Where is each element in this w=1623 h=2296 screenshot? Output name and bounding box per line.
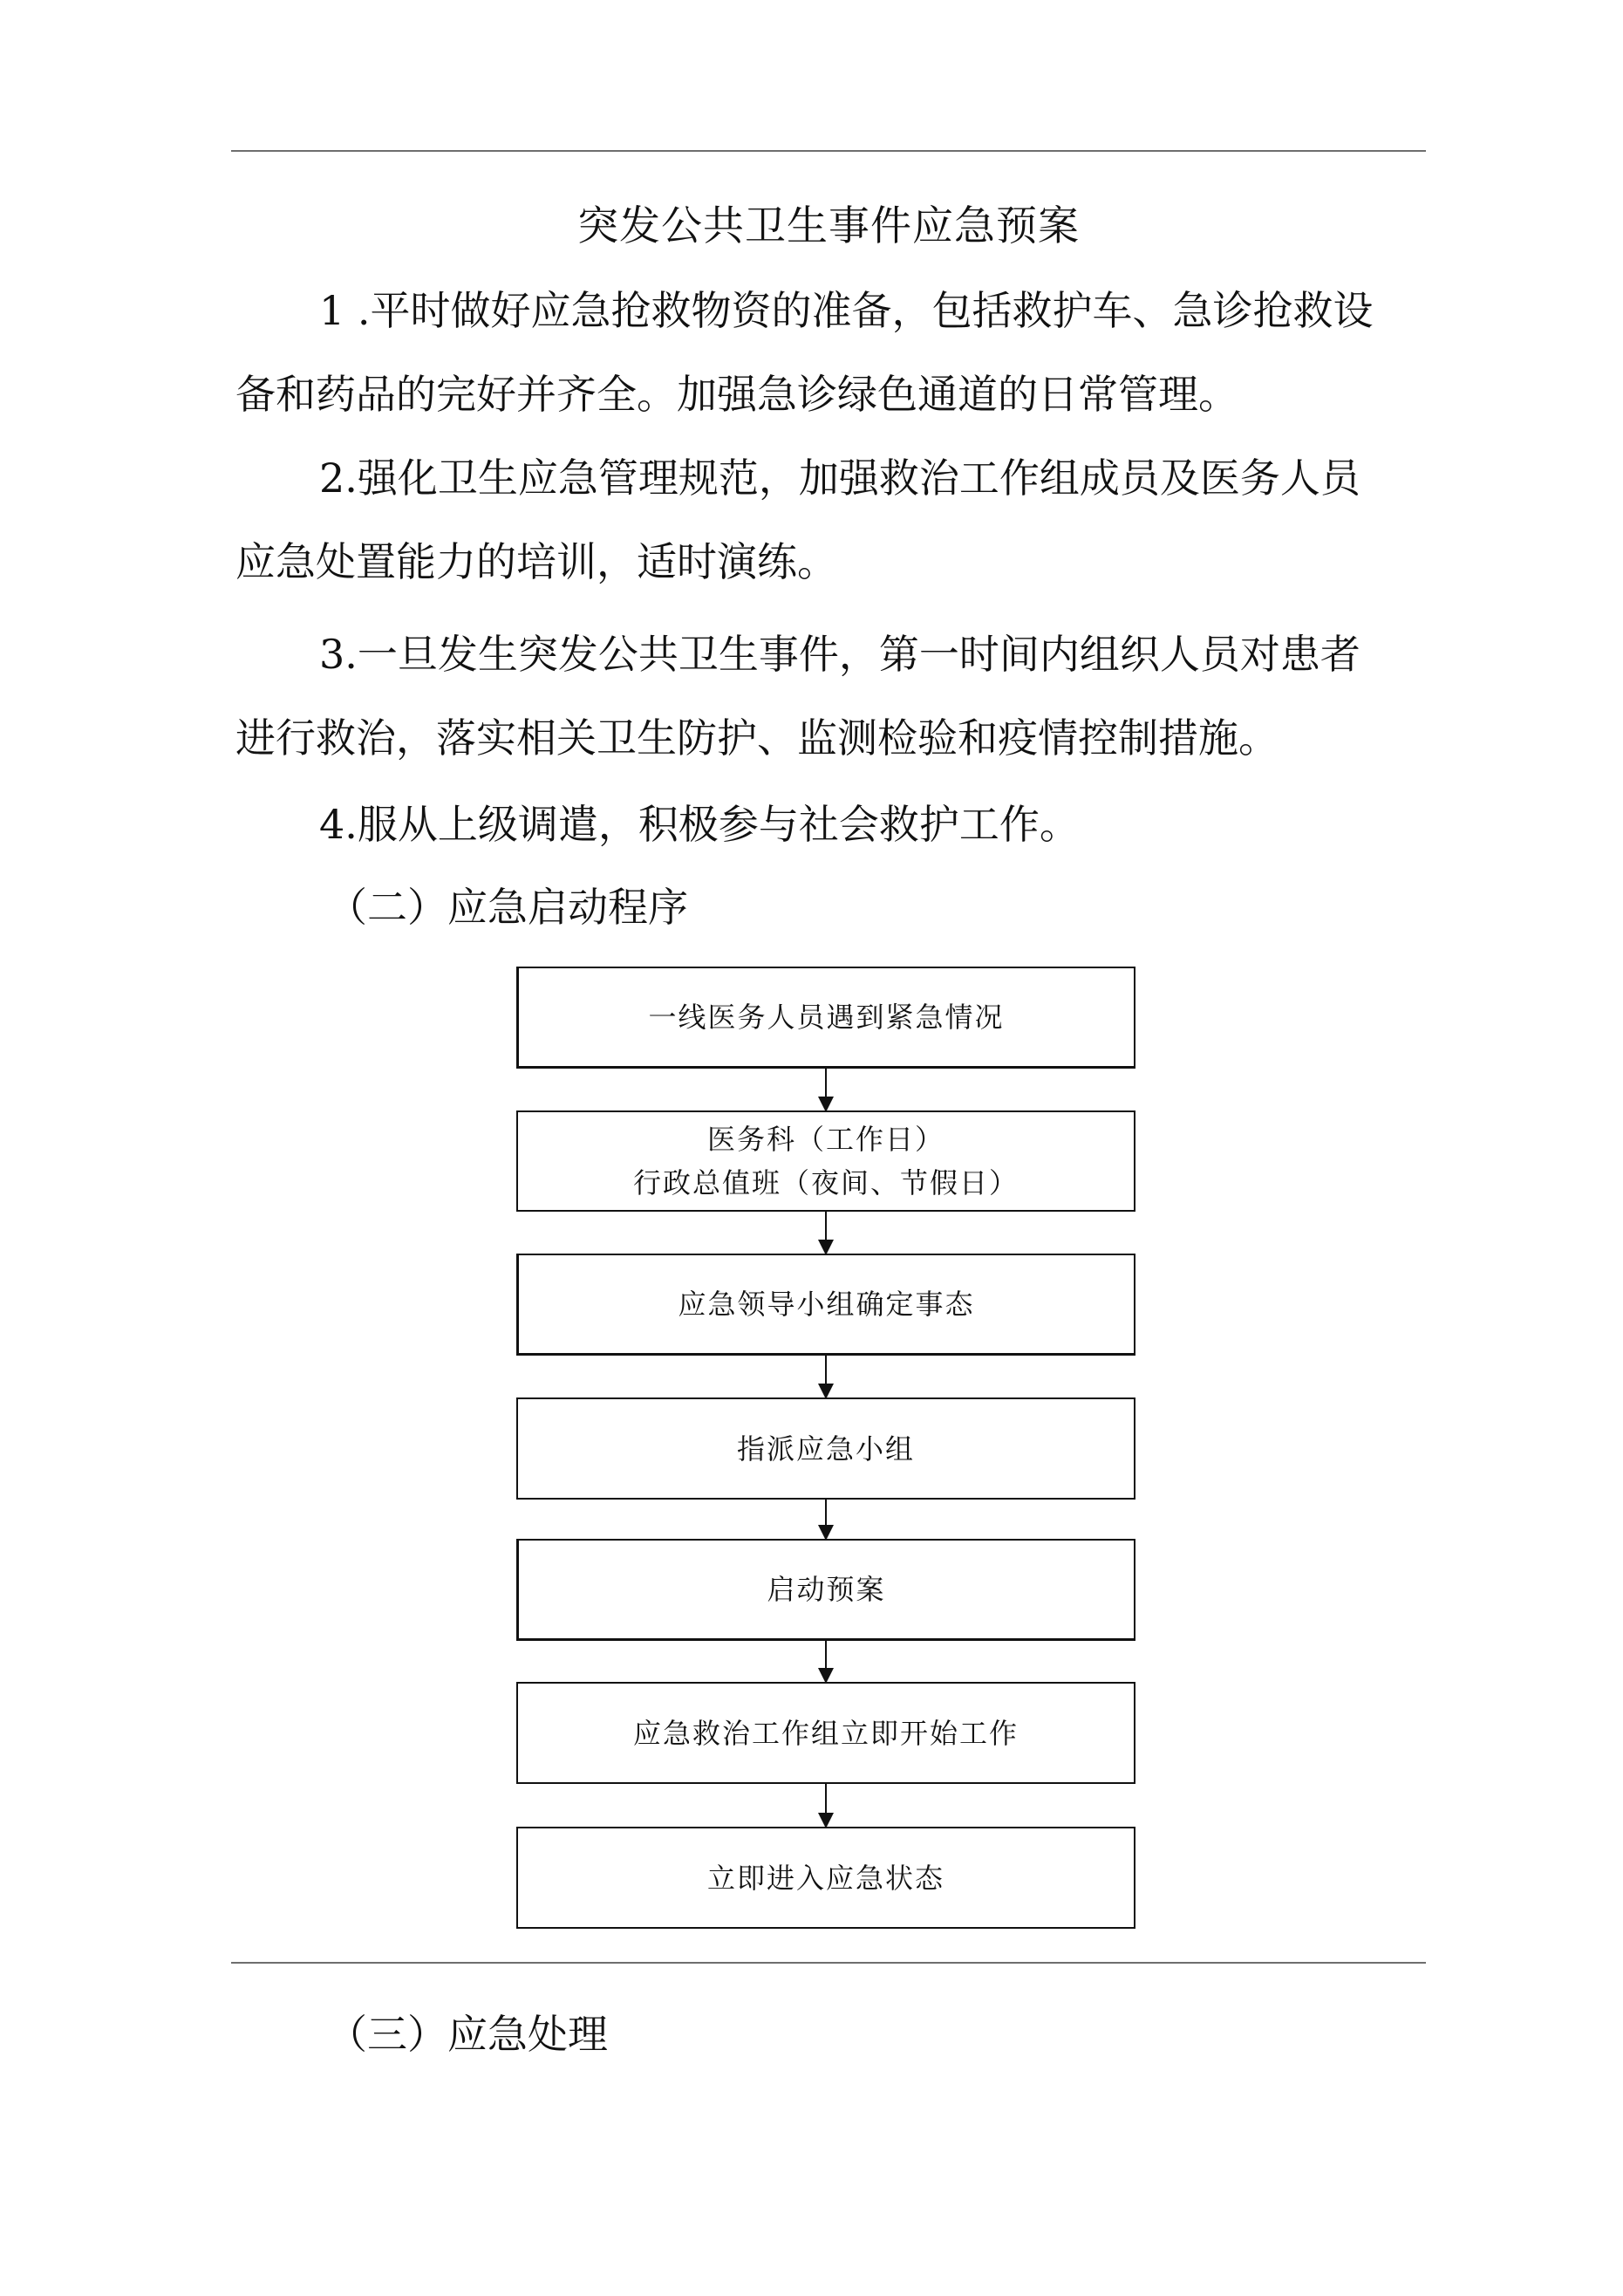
paragraph-3-line-2: 进行救治，落实相关卫生防护、监测检验和疫情控制措施。	[235, 714, 1279, 762]
flow-arrow-1	[825, 1069, 827, 1110]
paragraph-4-line-1: 4.服从上级调遣，积极参与社会救护工作。	[319, 801, 1080, 848]
flow-arrow-3	[825, 1356, 827, 1397]
flow-step-2	[516, 1110, 1135, 1212]
footer-rule	[231, 1962, 1426, 1964]
section-heading-startup-procedure: （二）应急启动程序	[327, 884, 688, 931]
flow-step-6-text: 应急救治工作组立即开始工作	[632, 1716, 1019, 1750]
flow-arrow-5	[825, 1641, 827, 1682]
flow-step-5	[516, 1539, 1135, 1641]
flow-arrow-4	[825, 1500, 827, 1539]
flow-step-3-text: 应急领导小组确定事态	[678, 1288, 975, 1321]
document-title: 突发公共卫生事件应急预案	[577, 202, 1080, 250]
paragraph-2-line-2: 应急处置能力的培训，适时演练。	[235, 538, 837, 585]
paragraph-1-line-1: 1 .平时做好应急抢救物资的准备，包括救护车、急诊抢救设	[319, 287, 1374, 334]
paragraph-4	[235, 782, 1426, 866]
flow-step-3	[516, 1254, 1135, 1356]
flow-step-1	[516, 967, 1135, 1069]
paragraph-3	[235, 612, 1426, 780]
flow-step-7	[516, 1827, 1135, 1929]
flow-step-5-text: 启动预案	[767, 1573, 886, 1606]
flow-arrow-6	[825, 1784, 827, 1827]
paragraph-3-line-1: 3.一旦发生突发公共卫生事件，第一时间内组织人员对患者	[319, 631, 1360, 678]
paragraph-1	[235, 269, 1426, 436]
flow-step-7-text: 立即进入应急状态	[706, 1861, 944, 1895]
flow-step-1-text: 一线医务人员遇到紧急情况	[648, 1001, 1005, 1034]
paragraph-1-line-2: 备和药品的完好并齐全。加强急诊绿色通道的日常管理。	[235, 371, 1238, 418]
flow-step-6	[516, 1682, 1135, 1784]
flow-step-2-text-2: 行政总值班（夜间、节假日）	[632, 1166, 1019, 1199]
paragraph-2	[235, 436, 1426, 604]
flow-step-2-text-1: 医务科（工作日）	[706, 1123, 944, 1156]
paragraph-2-line-1: 2.强化卫生应急管理规范，加强救治工作组成员及医务人员	[319, 454, 1360, 502]
section-heading-emergency-handling: （三）应急处理	[327, 2011, 608, 2058]
header-rule	[231, 150, 1426, 152]
flow-step-4	[516, 1397, 1135, 1500]
flow-arrow-2	[825, 1212, 827, 1254]
flow-step-4-text: 指派应急小组	[736, 1432, 915, 1466]
